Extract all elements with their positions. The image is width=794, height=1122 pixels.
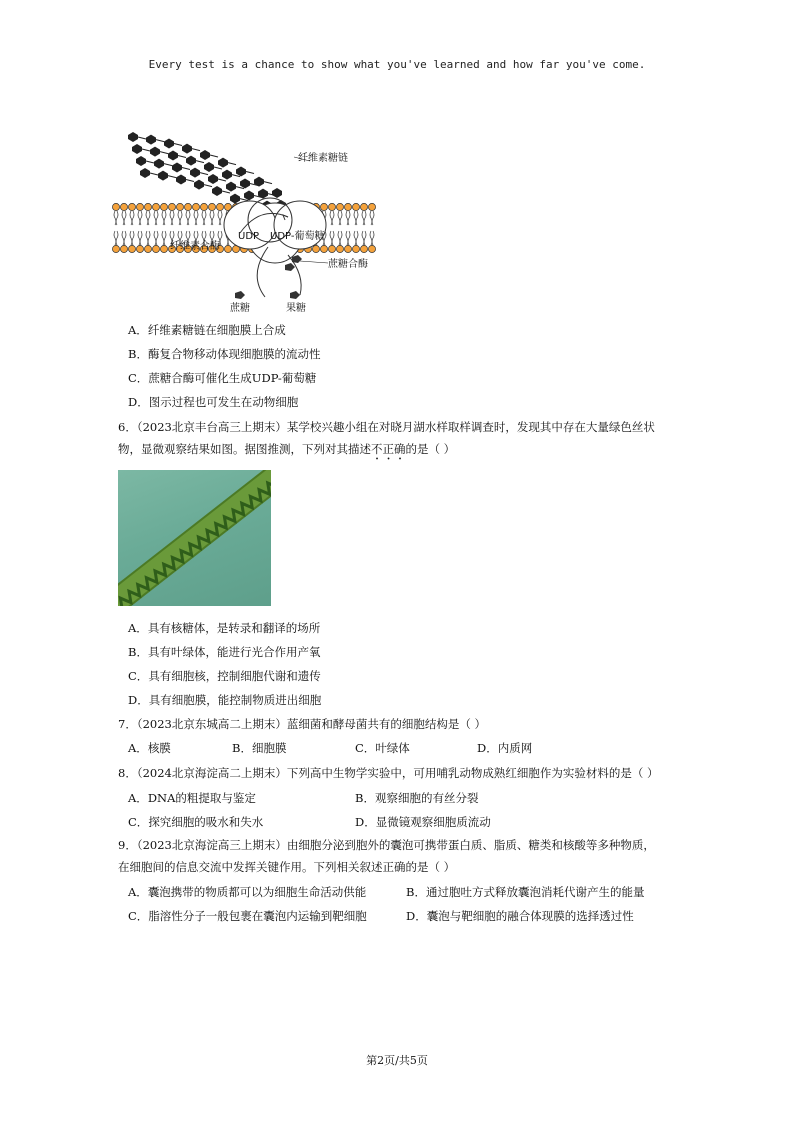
label-cellulose-synthase: 纤维素合酶 (170, 241, 220, 252)
q6-emphasis: 不正确 (371, 442, 406, 456)
q6-option-c[interactable]: C．具有细胞核，控制细胞代谢和遗传 (128, 669, 321, 683)
cellulose-synthesis-diagram (110, 125, 380, 315)
q8-option-c[interactable]: C．探究细胞的吸水和失水 (128, 815, 264, 829)
q8-stem: 8．（2024北京海淀高二上期末）下列高中生物学实验中，可用哺乳动物成熟红细胞作为实验材料的是（ ） (118, 766, 659, 780)
q5-option-d[interactable]: D．图示过程也可发生在动物细胞 (128, 395, 299, 409)
q7-option-b[interactable]: B．细胞膜 (232, 741, 287, 755)
q9-option-c[interactable]: C．脂溶性分子一般包裹在囊泡内运输到靶细胞 (128, 909, 367, 923)
page-footer: 第2页/共5页 (366, 1054, 428, 1067)
q9-stem: 9．（2023北京海淀高三上期末）由细胞分泌到胞外的囊泡可携带蛋白质、脂质、糖类和核酸等多种物质， 在细胞间的信息交流中发挥关键作用。下列相关叙述正确的是（ ） (118, 838, 655, 874)
q9-option-b[interactable]: B．通过胞吐方式释放囊泡消耗代谢产生的能量 (406, 885, 645, 899)
q6-option-a[interactable]: A．具有核糖体，是转录和翻译的场所 (128, 621, 321, 635)
label-sucrose-synthase: 蔗糖合酶 (328, 259, 368, 270)
label-udp: UDP (238, 231, 260, 242)
q7-option-d[interactable]: D．内质网 (477, 741, 533, 755)
q7-option-a[interactable]: A．核膜 (128, 741, 171, 755)
q8-option-a[interactable]: A．DNA的粗提取与鉴定 (128, 791, 256, 805)
q5-option-a[interactable]: A．纤维素糖链在细胞膜上合成 (128, 323, 286, 337)
q9-option-d[interactable]: D．囊泡与靶细胞的融合体现膜的选择透过性 (406, 909, 634, 923)
q7-option-c[interactable]: C．叶绿体 (355, 741, 410, 755)
label-udp-glucose: UDP-葡萄糖 (270, 231, 325, 242)
label-fructose: 果糖 (286, 303, 306, 314)
q6-stem: 6．（2023北京丰台高三上期末）某学校兴趣小组在对晓月湖水样取样调查时，发现其中存在大量绿色丝状 物，显微观察结果如图。据图推测，下列对其描述不正确的是（ ） (118, 420, 655, 456)
q7-stem: 7．（2023北京东城高二上期末）蓝细菌和酵母菌共有的细胞结构是（ ） (118, 717, 486, 731)
microscope-photo (118, 470, 271, 606)
q8-option-b[interactable]: B．观察细胞的有丝分裂 (355, 791, 479, 805)
q8-option-d[interactable]: D．显微镜观察细胞质流动 (355, 815, 491, 829)
label-sucrose: 蔗糖 (230, 303, 250, 314)
q5-option-c[interactable]: C．蔗糖合酶可催化生成UDP-葡萄糖 (128, 371, 317, 385)
q6-option-d[interactable]: D．具有细胞膜，能控制物质进出细胞 (128, 693, 322, 707)
header-motto: Every test is a chance to show what you've learned and how far you've come. (148, 58, 646, 71)
q5-option-b[interactable]: B．酶复合物移动体现细胞膜的流动性 (128, 347, 321, 361)
q9-option-a[interactable]: A．囊泡携带的物质都可以为细胞生命活动供能 (128, 885, 367, 899)
label-cellulose-chain: 纤维素糖链 (298, 153, 348, 164)
q6-option-b[interactable]: B．具有叶绿体，能进行光合作用产氧 (128, 645, 321, 659)
